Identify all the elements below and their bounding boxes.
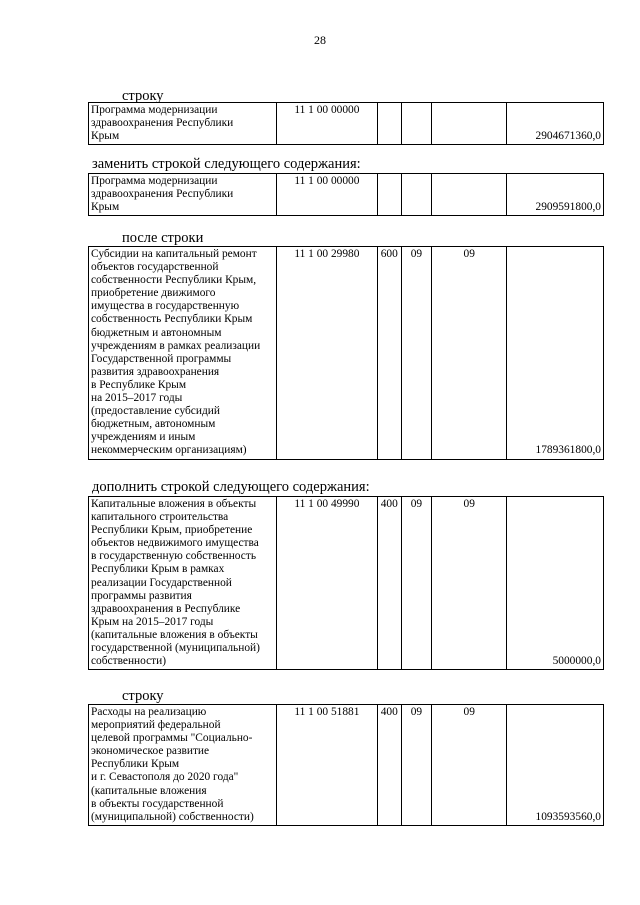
heading-block-5: строку	[122, 688, 164, 704]
table-block-1	[88, 102, 604, 145]
table-block-5	[88, 704, 604, 826]
cell-name: Программа модернизации здравоохранения Республики Крым	[89, 103, 277, 145]
cell-code: 11 1 00 00000	[277, 174, 378, 216]
cell-subsection: 09	[431, 705, 506, 826]
cell-section	[401, 174, 431, 216]
table-row	[89, 174, 604, 216]
cell-code: 11 1 00 51881	[277, 705, 378, 826]
table-row	[89, 103, 604, 145]
table-row	[89, 705, 604, 826]
cell-section: 09	[401, 497, 431, 670]
table-row	[89, 497, 604, 670]
cell-sum: 2909591800,0	[507, 174, 604, 216]
cell-sum: 5000000,0	[507, 497, 604, 670]
cell-sum: 1789361800,0	[507, 247, 604, 460]
cell-name: Программа модернизации здравоохранения Республики Крым	[89, 174, 277, 216]
table-block-2	[88, 173, 604, 216]
cell-name: Расходы на реализацию мероприятий федеральной целевой программы "Социально- экономическое развитие Республики Крым и г. Севастополя до 2020 года" (капитальные вложения в объекты государственной (муниципальной) собственности)	[89, 705, 277, 826]
cell-code: 11 1 00 00000	[277, 103, 378, 145]
cell-subsection	[431, 103, 506, 145]
cell-name: Капитальные вложения в объекты капитального строительства Республики Крым, приобретение объектов недвижимого имущества в государственную собственность Республики Крым в рамках реализации Государственной программы развития здравоохранения в Республике Крым на 2015–2017 годы (капитальные вложения в объекты государственной (муниципальной) собственности)	[89, 497, 277, 670]
cell-code: 11 1 00 49990	[277, 497, 378, 670]
cell-section: 09	[401, 705, 431, 826]
heading-block-4: дополнить строкой следующего содержания:	[92, 479, 370, 495]
heading-block-2: заменить строкой следующего содержания:	[92, 156, 361, 172]
cell-code: 11 1 00 29980	[277, 247, 378, 460]
cell-section	[401, 103, 431, 145]
heading-block-1: строку	[122, 88, 164, 104]
cell-expense-type	[377, 103, 401, 145]
cell-expense-type: 600	[377, 247, 401, 460]
table-row	[89, 247, 604, 460]
cell-expense-type: 400	[377, 497, 401, 670]
cell-expense-type	[377, 174, 401, 216]
cell-subsection	[431, 174, 506, 216]
cell-name: Субсидии на капитальный ремонт объектов государственной собственности Республики Крым, приобретение движимого имущества в государственную собственность Республики Крым бюджетным и автономным учреждениям в рамках реализации Государственной программы развития здравоохранения в Республике Крым на 2015–2017 годы (предоставление субсидий бюджетным, автономным учреждениям и иным некоммерческим организациям)	[89, 247, 277, 460]
cell-sum: 1093593560,0	[507, 705, 604, 826]
table-block-3	[88, 246, 604, 460]
cell-subsection: 09	[431, 247, 506, 460]
page-number: 28	[314, 33, 326, 47]
cell-sum: 2904671360,0	[507, 103, 604, 145]
cell-section: 09	[401, 247, 431, 460]
heading-block-3: после строки	[122, 230, 204, 246]
table-block-4	[88, 496, 604, 670]
cell-expense-type: 400	[377, 705, 401, 826]
cell-subsection: 09	[431, 497, 506, 670]
